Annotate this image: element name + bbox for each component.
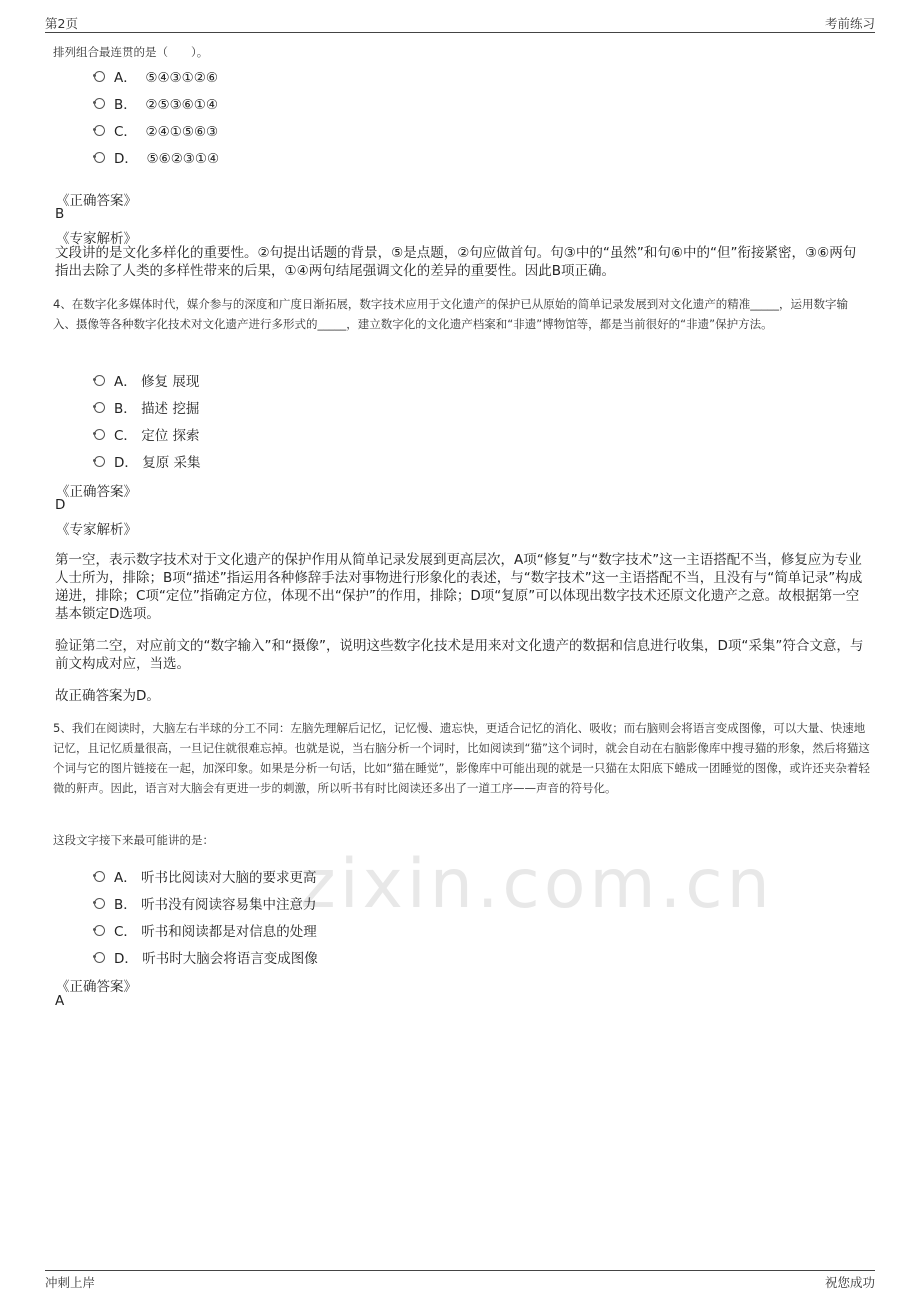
q4-answer: D: [55, 497, 66, 513]
option-letter: C．: [114, 924, 137, 940]
q3-answer-label: 《正确答案》: [56, 193, 137, 209]
page-header: [45, 14, 875, 33]
option-text: ⑤⑥②③①④: [146, 151, 220, 167]
option-text: ②⑤③⑥①④: [145, 97, 218, 113]
q4-stem: 4、在数字化多媒体时代，媒介参与的深度和广度日渐拓展，数字技术应用于文化遗产的保护已从原始的简单记录发展到对文化遗产的精准_____，运用数字输入、摄像等各种数字化技术对文化遗产进行多形式的_____，建立数字化的文化遗产档案和“非遗”博物馆等，都是当前很好的“非遗”保护方法。: [53, 297, 849, 331]
option-letter: A．: [114, 70, 137, 86]
option-text: 听书时大脑会将语言变成图像: [142, 951, 318, 967]
radio-icon[interactable]: [94, 871, 105, 882]
radio-icon[interactable]: [94, 125, 105, 136]
option-letter: C．: [114, 124, 137, 140]
radio-icon[interactable]: [94, 898, 105, 909]
footer-right-text: 祝您成功: [824, 1275, 875, 1290]
footer-left-text: 冲刺上岸: [45, 1275, 96, 1290]
radio-icon[interactable]: [94, 98, 105, 109]
option-letter: B．: [114, 97, 137, 113]
radio-icon[interactable]: [94, 456, 105, 467]
q3-analysis-label: 《专家解析》: [56, 231, 137, 247]
q3-analysis: 文段讲的是文化多样化的重要性。②句提出话题的背景，⑤是点题，②句应做首句。句③中的“虽然”和句⑥中的“但”衔接紧密，③⑥两句指出去除了人类的多样性带来的后果，①④两句结尾强调文化的差异的重要性。因此B项正确。: [55, 245, 857, 279]
q4-analysis-para-3: 故正确答案为D。: [55, 688, 160, 704]
radio-icon[interactable]: [94, 375, 105, 386]
radio-icon[interactable]: [94, 402, 105, 413]
page-number: 第2页: [45, 16, 78, 31]
option-text: 复原 采集: [142, 455, 201, 471]
radio-icon[interactable]: [94, 71, 105, 82]
option-text: 定位 探索: [141, 428, 200, 444]
q5-stem: 5、我们在阅读时，大脑左右半球的分工不同：左脑先理解后记忆，记忆慢、遗忘快，更适合记忆的消化、吸收；而右脑则会将语言变成图像，可以大量、快速地记忆，且记忆质量很高，一旦记住就很难忘掉。也就是说，当右脑分析一个词时，比如阅读到“猫”这个词时，就会自动在右脑影像库中搜寻猫的形象，然后将猫这个词与它的图片链接在一起，加深印象。如果是分析一句话，比如“猫在睡觉”，影像库中可能出现的就是一只猫在太阳底下蜷成一团睡觉的图像，或许还夹杂着轻微的鼾声。因此，语言对大脑会有更进一步的刺激，所以听书有时比阅读还多出了一道工序——声音的符号化。: [53, 721, 870, 795]
option-letter: C．: [114, 428, 137, 444]
option-text: 听书比阅读对大脑的要求更高: [141, 870, 317, 886]
q3-stem: 排列组合最连贯的是（ ）。: [53, 45, 209, 59]
option-letter: A．: [114, 870, 137, 886]
option-letter: B．: [114, 401, 137, 417]
page-footer: [45, 1270, 875, 1291]
option-letter: B．: [114, 897, 137, 913]
option-text: ⑤④③①②⑥: [145, 70, 218, 86]
section-title: 考前练习: [824, 16, 875, 31]
q4-analysis-label: 《专家解析》: [56, 522, 137, 538]
option-letter: D．: [114, 151, 138, 167]
option-text: 听书和阅读都是对信息的处理: [141, 924, 317, 940]
radio-icon[interactable]: [94, 152, 105, 163]
q5-answer: A: [55, 993, 65, 1009]
q5-answer-label: 《正确答案》: [56, 979, 137, 995]
radio-icon[interactable]: [94, 925, 105, 936]
q5-prompt: 这段文字接下来最可能讲的是：: [53, 833, 214, 847]
watermark: zixin.com.cn: [300, 845, 774, 924]
q4-answer-label: 《正确答案》: [56, 484, 137, 500]
option-text: ②④①⑤⑥③: [145, 124, 219, 140]
q3-answer: B: [55, 206, 65, 222]
radio-icon[interactable]: [94, 952, 105, 963]
option-letter: A．: [114, 374, 137, 390]
q4-analysis-para-2: 验证第二空，对应前文的“数字输入”和“摄像”，说明这些数字化技术是用来对文化遗产的数据和信息进行收集，D项“采集”符合文意，与前文构成对应，当选。: [55, 638, 864, 672]
option-text: 听书没有阅读容易集中注意力: [141, 897, 317, 913]
option-text: 修复 展现: [141, 374, 200, 390]
option-letter: D．: [114, 951, 138, 967]
option-letter: D．: [114, 455, 138, 471]
radio-icon[interactable]: [94, 429, 105, 440]
q4-analysis-para-1: 第一空，表示数字技术对于文化遗产的保护作用从简单记录发展到更高层次，A项“修复”与“数字技术”这一主语搭配不当，修复应为专业人士所为，排除；B项“描述”指运用各种修辞手法对事物进行形象化的表述，与“数字技术”这一主语搭配不当，且没有与“简单记录”构成递进，排除；C项“定位”指确定方位，体现不出“保护”的作用，排除；D项“复原”可以体现出数字技术还原文化遗产之意。故根据第一空基本锁定D选项。: [55, 552, 863, 622]
option-text: 描述 挖掘: [141, 401, 200, 417]
